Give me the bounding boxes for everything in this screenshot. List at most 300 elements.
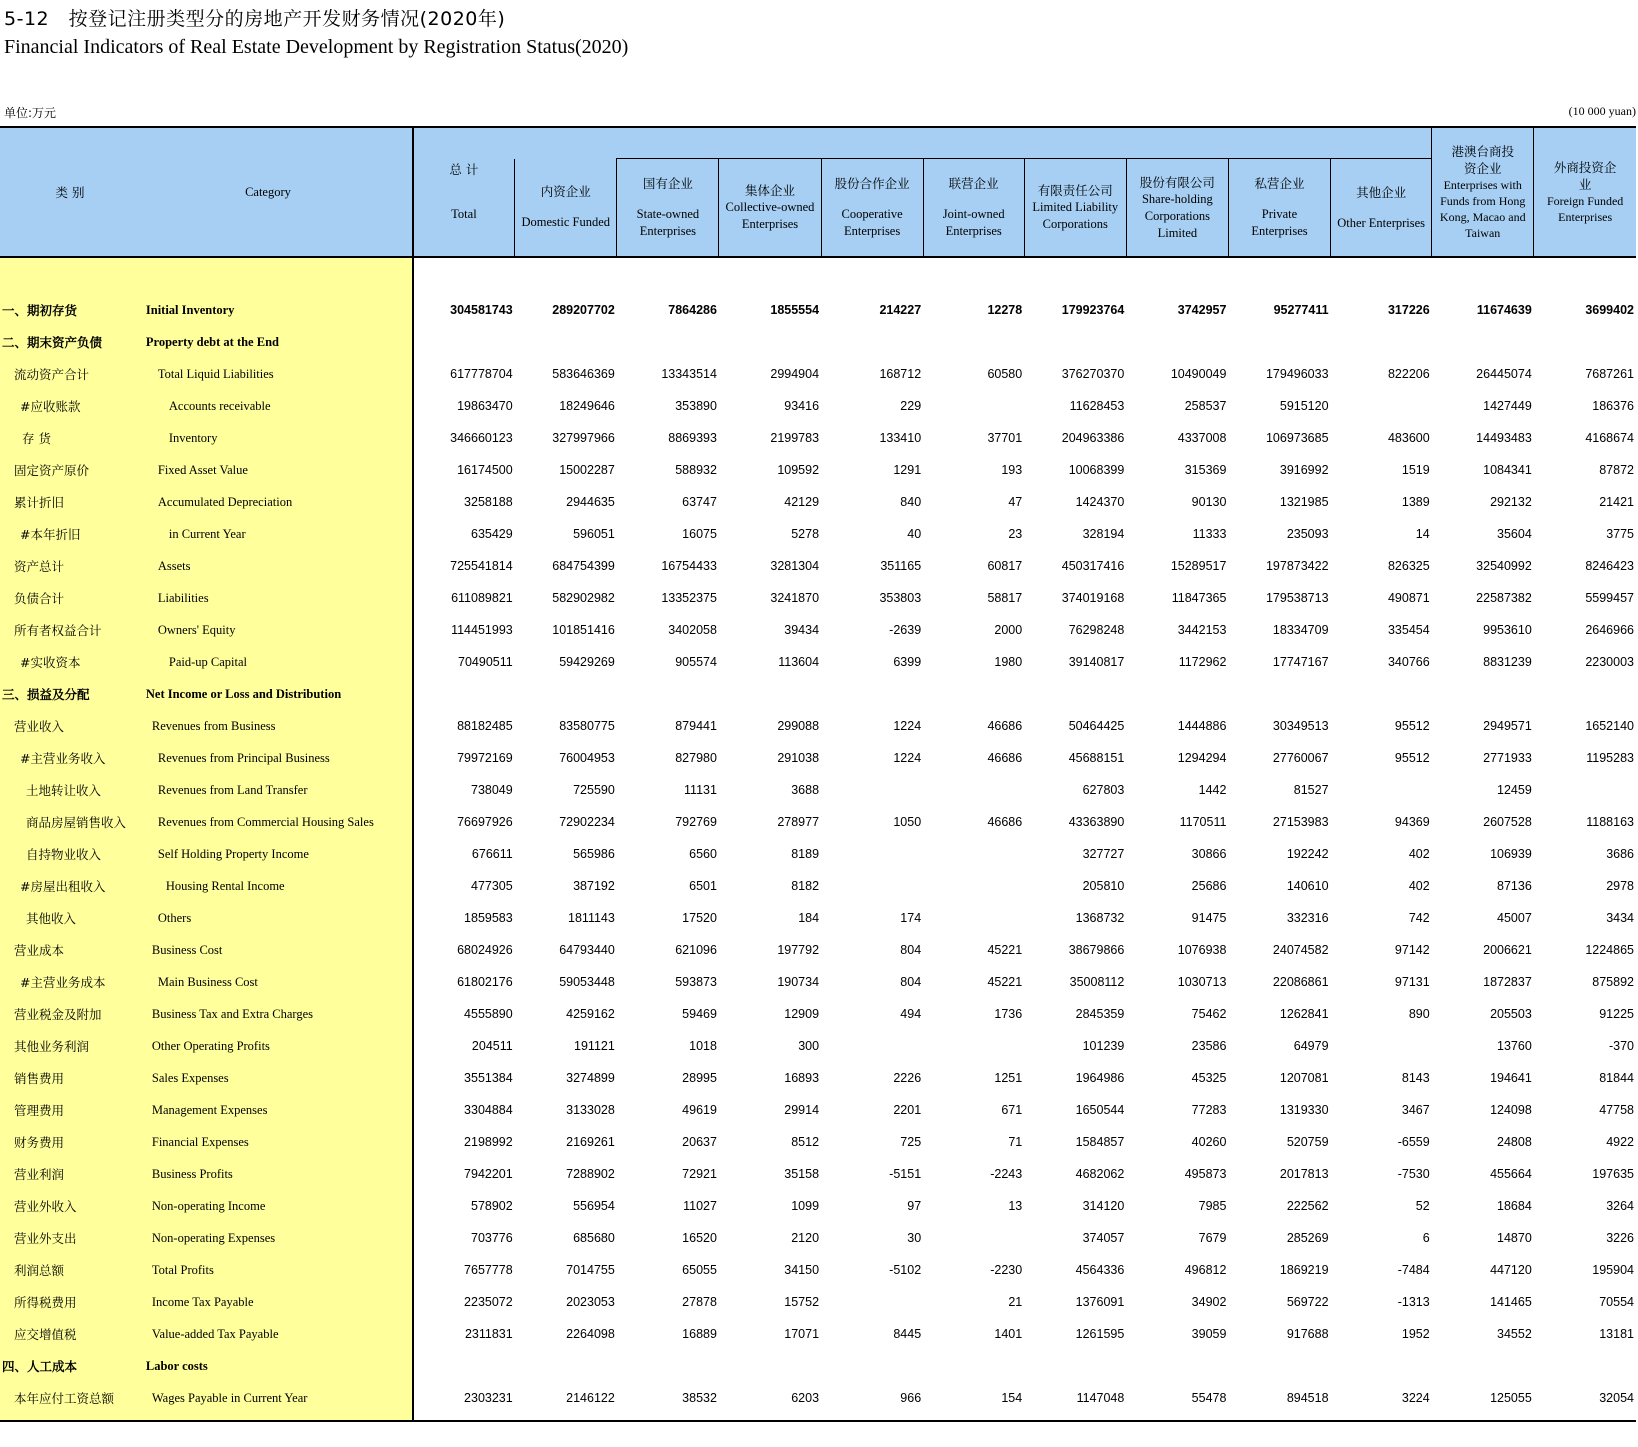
table-row xyxy=(0,1158,1636,1190)
table-cell-value: 30 xyxy=(907,1231,922,1245)
table-cell-value: 1291 xyxy=(893,463,922,477)
table-cell-value: 317226 xyxy=(1387,303,1430,317)
table-row xyxy=(0,486,1636,518)
table-cell-value: 39434 xyxy=(784,623,820,637)
table-cell-value: 2303231 xyxy=(413,1382,515,1414)
table-cell-value: 7014755 xyxy=(566,1263,615,1277)
end-cell xyxy=(0,1414,146,1421)
table-row xyxy=(0,1318,1636,1350)
table-cell-value: 4682062 xyxy=(1075,1167,1125,1181)
column-header-other xyxy=(1331,159,1432,257)
table-cell-value: 299088 xyxy=(777,719,820,733)
table-cell-value: 8831239 xyxy=(1483,655,1532,669)
row-label-cn: #本年折旧 xyxy=(0,518,146,550)
table-cell-value: 91225 xyxy=(1599,1007,1634,1021)
table-cell-value: 15002287 xyxy=(559,463,615,477)
table-row xyxy=(0,1062,1636,1094)
row-label-en: Others xyxy=(146,902,413,934)
table-row xyxy=(0,710,1636,742)
table-cell-value: 70490511 xyxy=(413,646,515,678)
table-cell-value: 7687261 xyxy=(1585,367,1634,381)
table-cell-value: 45007 xyxy=(1497,911,1532,925)
row-label-cn: 管理费用 xyxy=(0,1094,146,1126)
table-cell-value xyxy=(413,1350,515,1382)
table-row xyxy=(0,358,1636,390)
table-cell-value: 402 xyxy=(1408,847,1430,861)
row-label-en: Sales Expenses xyxy=(146,1062,413,1094)
column-header-cn: 股份合作企业 xyxy=(834,176,910,192)
row-label-cn: 营业外支出 xyxy=(0,1222,146,1254)
table-cell-value: 95512 xyxy=(1394,751,1430,765)
table-cell-value: 9953610 xyxy=(1483,623,1532,637)
table-cell-value: 15752 xyxy=(784,1295,820,1309)
table-cell-value: 59053448 xyxy=(559,975,615,989)
row-label-cn: 商品房屋销售收入 xyxy=(0,806,146,838)
table-cell-value: 578902 xyxy=(413,1190,515,1222)
table-cell-value: 1584857 xyxy=(1075,1135,1125,1149)
row-label-cn: 应交增值税 xyxy=(0,1318,146,1350)
table-cell-value: 6501 xyxy=(689,879,717,893)
table-cell-value xyxy=(1331,1350,1432,1382)
table-cell-value: 3686 xyxy=(1606,847,1634,861)
column-header-private xyxy=(1228,159,1330,257)
row-label-en: Liabilities xyxy=(146,582,413,614)
table-cell-value: 64979 xyxy=(1293,1039,1329,1053)
table-cell-value: 327997966 xyxy=(552,431,615,445)
table-cell-value: 45221 xyxy=(987,943,1023,957)
table-cell-value: 738049 xyxy=(413,774,515,806)
table-cell-value: 18249646 xyxy=(559,399,615,413)
table-cell-value: 8512 xyxy=(791,1135,820,1149)
table-cell-value: 611089821 xyxy=(413,582,515,614)
table-cell-value: 55478 xyxy=(1191,1391,1227,1405)
table-cell-value xyxy=(719,1350,821,1382)
table-cell-value: 1811143 xyxy=(568,911,615,925)
table-cell-value xyxy=(617,1350,719,1382)
table-cell-value: 3224 xyxy=(1401,1391,1430,1405)
table-cell-value xyxy=(1331,390,1432,422)
table-cell-value: 2771933 xyxy=(1483,751,1532,765)
table-row xyxy=(0,390,1636,422)
table-cell-value: 16075 xyxy=(682,527,717,541)
table-cell-value: 28995 xyxy=(682,1071,717,1085)
table-cell-value: 88182485 xyxy=(413,710,515,742)
table-cell-value xyxy=(923,838,1024,870)
table-cell-value: 1294294 xyxy=(1177,751,1227,765)
table-cell-value: 42129 xyxy=(784,495,820,509)
column-header-en: Limited Liability Corporations xyxy=(1032,200,1119,232)
table-cell-value: 2845359 xyxy=(1075,1007,1125,1021)
table-cell-value: 95277411 xyxy=(1273,303,1329,317)
table-cell-value: 179538713 xyxy=(1265,591,1329,605)
table-cell-value: 109592 xyxy=(777,463,820,477)
table-cell-value: 376270370 xyxy=(1061,367,1125,381)
row-label-cn: 一、期初存货 xyxy=(0,294,146,326)
row-label-en: Management Expenses xyxy=(146,1094,413,1126)
table-cell-value: 14 xyxy=(1415,527,1430,541)
table-cell-value: 39059 xyxy=(1191,1327,1227,1341)
table-cell-value: 22086861 xyxy=(1272,975,1329,989)
table-cell-value xyxy=(923,1350,1024,1382)
table-cell-value: 2230003 xyxy=(1585,655,1634,669)
row-label-cn: 利润总额 xyxy=(0,1254,146,1286)
table-cell-value: 10068399 xyxy=(1068,463,1125,477)
table-cell-value: 195904 xyxy=(1592,1263,1634,1277)
table-cell-value: 14870 xyxy=(1497,1231,1532,1245)
table-cell-value: 76004953 xyxy=(559,751,615,765)
table-cell-value: 46686 xyxy=(987,815,1023,829)
table-cell-value: 583646369 xyxy=(552,367,615,381)
table-cell-value: 29914 xyxy=(784,1103,820,1117)
table-cell-value: 1736 xyxy=(994,1007,1023,1021)
table-cell-value: 194641 xyxy=(1490,1071,1532,1085)
table-cell-value: 3241870 xyxy=(770,591,820,605)
table-cell-value: 32540992 xyxy=(1476,559,1532,573)
table-cell-value: 97 xyxy=(907,1199,922,1213)
table-cell-value: 59429269 xyxy=(559,655,615,669)
row-label-cn: #主营业务成本 xyxy=(0,966,146,998)
table-cell-value: 483600 xyxy=(1387,431,1430,445)
table-cell-value: 8182 xyxy=(791,879,820,893)
table-row xyxy=(0,294,1636,326)
table-cell-value: 40260 xyxy=(1191,1135,1227,1149)
table-cell-value: 11674639 xyxy=(1476,303,1532,317)
table-cell-value: 64793440 xyxy=(559,943,615,957)
row-label-en: Business Profits xyxy=(146,1158,413,1190)
column-header-cn: 联营企业 xyxy=(948,176,999,192)
table-cell-value: 3775 xyxy=(1606,527,1634,541)
table-cell-value: 214227 xyxy=(879,303,922,317)
column-header-cn: 港澳台商投资企业 xyxy=(1451,144,1514,176)
table-cell-value: 10490049 xyxy=(1170,367,1227,381)
table-cell-value: 3281304 xyxy=(770,559,820,573)
table-cell-value: 374057 xyxy=(1082,1231,1125,1245)
column-header-en: Joint-owned Enterprises xyxy=(942,207,1005,239)
table-cell-value: 7985 xyxy=(1198,1199,1227,1213)
column-header-foreign xyxy=(1534,127,1636,257)
row-label-cn: 营业外收入 xyxy=(0,1190,146,1222)
table-cell-value: -1313 xyxy=(1397,1295,1430,1309)
table-cell-value: 6 xyxy=(1422,1231,1430,1245)
table-cell-value: 1652140 xyxy=(1585,719,1634,733)
table-cell-value: 1368732 xyxy=(1075,911,1125,925)
row-label-en: Self Holding Property Income xyxy=(146,838,413,870)
table-cell-value: 353803 xyxy=(879,591,922,605)
table-cell-value xyxy=(719,326,821,358)
row-label-en: Financial Expenses xyxy=(146,1126,413,1158)
table-cell-value: 12459 xyxy=(1497,783,1532,797)
table-cell-value: 87872 xyxy=(1599,463,1634,477)
table-cell-value xyxy=(1126,326,1228,358)
table-cell-value: 822206 xyxy=(1387,367,1430,381)
table-cell-value xyxy=(1534,326,1636,358)
table-cell-value: 46686 xyxy=(987,751,1023,765)
column-header-en: Total xyxy=(451,207,477,221)
table-cell-value: 16889 xyxy=(682,1327,717,1341)
table-cell-value: 91475 xyxy=(1191,911,1227,925)
table-cell-value xyxy=(515,678,617,710)
table-cell-value: 106973685 xyxy=(1265,431,1329,445)
table-cell-value: 45688151 xyxy=(1068,751,1125,765)
table-cell-value: 621096 xyxy=(675,943,717,957)
table-cell-value: 556954 xyxy=(573,1199,615,1213)
table-cell-value: 725541814 xyxy=(413,550,515,582)
column-header-en: Enterprises with Funds from Hong Kong, Macao and Taiwan xyxy=(1439,178,1526,240)
table-cell-value: 2000 xyxy=(994,623,1023,637)
column-header-cn: 集体企业 xyxy=(744,183,795,199)
table-cell-value: 204963386 xyxy=(1061,431,1125,445)
table-cell-value: 21 xyxy=(1008,1295,1023,1309)
table-cell-value: 72902234 xyxy=(559,815,615,829)
table-cell-value: 124098 xyxy=(1490,1103,1532,1117)
table-cell-value: 43363890 xyxy=(1068,815,1125,829)
table-row xyxy=(0,518,1636,550)
table-row xyxy=(0,742,1636,774)
table-cell-value: 38679866 xyxy=(1068,943,1125,957)
row-label-cn: 二、期末资产负债 xyxy=(0,326,146,358)
table-cell-value: 3442153 xyxy=(1177,623,1227,637)
table-cell-value: 1262841 xyxy=(1279,1007,1329,1021)
table-cell-value: 40 xyxy=(907,527,922,541)
row-label-en: Accumulated Depreciation xyxy=(146,486,413,518)
table-cell-value: 72921 xyxy=(682,1167,717,1181)
row-label-cn: 营业收入 xyxy=(0,710,146,742)
row-label-en: Paid-up Capital xyxy=(146,646,413,678)
table-cell-value: 7679 xyxy=(1198,1231,1227,1245)
row-label-cn: #应收账款 xyxy=(0,390,146,422)
table-cell-value: 11847365 xyxy=(1171,591,1227,605)
table-cell-value: 879441 xyxy=(675,719,717,733)
table-cell-value: 39140817 xyxy=(1068,655,1125,669)
row-label-cn: 营业成本 xyxy=(0,934,146,966)
table-cell-value: 113604 xyxy=(778,655,820,669)
column-header-group-spacer xyxy=(515,127,1432,159)
row-label-en: Non-operating Expenses xyxy=(146,1222,413,1254)
table-cell-value: 3226 xyxy=(1606,1231,1634,1245)
table-cell-value: 3264 xyxy=(1606,1199,1634,1213)
table-cell-value: 328194 xyxy=(1082,527,1125,541)
table-cell-value: 106939 xyxy=(1490,847,1532,861)
table-cell-value: 1424370 xyxy=(1075,495,1125,509)
table-cell-value: 327727 xyxy=(1082,847,1125,861)
table-cell-value: 16174500 xyxy=(413,454,515,486)
table-cell-value: -5151 xyxy=(889,1167,922,1181)
table-cell-value: 1188163 xyxy=(1586,815,1634,829)
table-cell-value: 154 xyxy=(1001,1391,1023,1405)
row-label-cn: 存 货 xyxy=(0,422,146,454)
table-cell-value: 7942201 xyxy=(413,1158,515,1190)
table-cell-value: 50464425 xyxy=(1068,719,1125,733)
table-cell-value xyxy=(1432,678,1534,710)
table-cell-value: 16754433 xyxy=(661,559,717,573)
table-cell-value: 114451993 xyxy=(413,614,515,646)
table-cell-value xyxy=(413,678,515,710)
table-cell-value: 71 xyxy=(1008,1135,1023,1149)
row-label-en: Business Tax and Extra Charges xyxy=(146,998,413,1030)
table-cell-value: 58817 xyxy=(987,591,1023,605)
table-cell-value: 204511 xyxy=(413,1030,515,1062)
unit-label-cn: 单位:万元 xyxy=(4,106,57,120)
column-header-total xyxy=(413,127,515,257)
row-label-en: Housing Rental Income xyxy=(146,870,413,902)
table-cell-value: 1251 xyxy=(994,1071,1023,1085)
table-cell-value: 27760067 xyxy=(1272,751,1329,765)
table-cell-value: 197635 xyxy=(1592,1167,1634,1181)
column-header-en: Collective-owned Enterprises xyxy=(725,200,815,232)
table-cell-value: 1980 xyxy=(994,655,1023,669)
row-label-cn: 自持物业收入 xyxy=(0,838,146,870)
table-cell-value: 17747167 xyxy=(1272,655,1329,669)
table-cell-value: 447120 xyxy=(1490,1263,1532,1277)
column-header-cn: 内资企业 xyxy=(540,184,591,200)
table-cell-value: 21421 xyxy=(1599,495,1634,509)
table-cell-value: 60580 xyxy=(987,367,1023,381)
table-cell-value: 16893 xyxy=(784,1071,820,1085)
table-row xyxy=(0,550,1636,582)
table-cell-value xyxy=(923,870,1024,902)
table-cell-value: 24808 xyxy=(1497,1135,1532,1149)
table-row xyxy=(0,934,1636,966)
table-cell-value: 7657778 xyxy=(413,1254,515,1286)
row-label-cn: 所得税费用 xyxy=(0,1286,146,1318)
table-cell-value: 16520 xyxy=(682,1231,717,1245)
table-cell-value: 565986 xyxy=(573,847,615,861)
table-cell-value: 8246423 xyxy=(1585,559,1634,573)
table-cell-value: 477305 xyxy=(413,870,515,902)
table-cell-value: 2646966 xyxy=(1585,623,1634,637)
table-cell-value: 1195283 xyxy=(1586,751,1634,765)
column-header-cooperative xyxy=(821,159,923,257)
table-cell-value: 314120 xyxy=(1082,1199,1125,1213)
table-cell-value: 3467 xyxy=(1401,1103,1430,1117)
row-label-en: Fixed Asset Value xyxy=(146,454,413,486)
table-cell-value: -5102 xyxy=(889,1263,922,1277)
unit-label-en: (10 000 yuan) xyxy=(1568,104,1636,118)
table-cell-value: 79972169 xyxy=(413,742,515,774)
row-label-cn: #房屋出租收入 xyxy=(0,870,146,902)
table-cell-value: 197873422 xyxy=(1265,559,1329,573)
row-label-en: Initial Inventory xyxy=(146,294,413,326)
table-cell-value: 8445 xyxy=(893,1327,922,1341)
table-cell-value: 676611 xyxy=(413,838,515,870)
table-cell-value: 59469 xyxy=(682,1007,717,1021)
table-cell-value: 966 xyxy=(900,1391,922,1405)
table-cell-value xyxy=(821,838,923,870)
column-header-en: Cooperative Enterprises xyxy=(841,207,903,239)
table-cell-value: 3258188 xyxy=(413,486,515,518)
table-cell-value: 3133028 xyxy=(566,1103,615,1117)
row-label-en: Owners' Equity xyxy=(146,614,413,646)
table-cell-value: 8869393 xyxy=(668,431,717,445)
table-cell-value: 1952 xyxy=(1401,1327,1430,1341)
table-cell-value: 8189 xyxy=(791,847,820,861)
table-cell-value: 725590 xyxy=(573,783,615,797)
table-cell-value: 11027 xyxy=(683,1199,717,1213)
table-cell-value xyxy=(821,1286,923,1318)
table-cell-value xyxy=(923,902,1024,934)
table-cell-value: 2311831 xyxy=(413,1318,515,1350)
table-row xyxy=(0,1350,1636,1382)
table-cell-value: 81844 xyxy=(1599,1071,1634,1085)
table-cell-value: 588932 xyxy=(675,463,717,477)
table-cell-value: 1964986 xyxy=(1075,1071,1125,1085)
table-cell-value: 905574 xyxy=(675,655,717,669)
table-cell-value: 890 xyxy=(1408,1007,1430,1021)
table-cell-value: 520759 xyxy=(1286,1135,1329,1149)
column-header-en: Other Enterprises xyxy=(1337,215,1426,230)
table-cell-value: 60817 xyxy=(987,559,1023,573)
table-cell-value: 205503 xyxy=(1490,1007,1532,1021)
row-label-cn: 其他业务利润 xyxy=(0,1030,146,1062)
table-cell-value: 179496033 xyxy=(1265,367,1329,381)
table-cell-value: 193 xyxy=(1001,463,1023,477)
table-cell-value: 894518 xyxy=(1286,1391,1329,1405)
row-label-cn: 土地转让收入 xyxy=(0,774,146,806)
table-cell-value: 25686 xyxy=(1191,879,1227,893)
table-cell-value: 65055 xyxy=(682,1263,717,1277)
column-header-cn: 其他企业 xyxy=(1356,184,1407,200)
table-cell-value: 47 xyxy=(1008,495,1023,509)
row-label-en: Main Business Cost xyxy=(146,966,413,998)
table-cell-value: 2978 xyxy=(1606,879,1634,893)
table-cell-value: 6560 xyxy=(689,847,717,861)
table-cell-value: 1207081 xyxy=(1279,1071,1329,1085)
table-cell-value xyxy=(923,1030,1024,1062)
table-cell-value: 3916992 xyxy=(1279,463,1329,477)
row-label-en: Revenues from Commercial Housing Sales xyxy=(146,806,413,838)
table-cell-value: 1401 xyxy=(994,1327,1023,1341)
table-cell-value xyxy=(923,774,1024,806)
table-cell-value: 340766 xyxy=(1387,655,1430,669)
row-label-en: Other Operating Profits xyxy=(146,1030,413,1062)
table-cell-value: 30866 xyxy=(1191,847,1227,861)
table-cell-value: 1650544 xyxy=(1075,1103,1125,1117)
table-cell-value xyxy=(1534,1350,1636,1382)
table-cell-value: 11131 xyxy=(684,783,717,797)
table-cell-value: 346660123 xyxy=(413,422,515,454)
table-cell-value: 1018 xyxy=(689,1039,717,1053)
table-cell-value: 23586 xyxy=(1191,1039,1227,1053)
table-cell-value xyxy=(821,326,923,358)
table-cell-value: 13343514 xyxy=(661,367,717,381)
table-cell-value: 27878 xyxy=(682,1295,717,1309)
table-cell-value: 742 xyxy=(1408,911,1430,925)
table-cell-value xyxy=(617,678,719,710)
table-row xyxy=(0,678,1636,710)
table-cell-value: 4168674 xyxy=(1585,431,1634,445)
table-cell-value: 3402058 xyxy=(668,623,717,637)
table-cell-value: 627803 xyxy=(1082,783,1125,797)
table-cell-value: 315369 xyxy=(1184,463,1227,477)
row-label-en: Assets xyxy=(146,550,413,582)
table-cell-value: 11628453 xyxy=(1069,399,1125,413)
table-cell-value: 1224 xyxy=(893,719,922,733)
table-cell-value: 2949571 xyxy=(1483,719,1532,733)
table-cell-value: 1442 xyxy=(1198,783,1227,797)
table-cell-value: 353890 xyxy=(675,399,717,413)
column-header-en: Share-holding Corporations Limited xyxy=(1141,191,1213,240)
table-cell-value: 95512 xyxy=(1394,719,1430,733)
table-cell-value: 1319330 xyxy=(1279,1103,1329,1117)
table-cell-value: 97142 xyxy=(1394,943,1430,957)
table-cell-value xyxy=(821,1030,923,1062)
table-cell-value: 179923764 xyxy=(1061,303,1125,317)
table-cell-value: 7864286 xyxy=(668,303,717,317)
table-cell-value xyxy=(515,1350,617,1382)
table-row xyxy=(0,806,1636,838)
row-label-en: Total Liquid Liabilities xyxy=(146,358,413,390)
table-cell-value: 174 xyxy=(900,911,922,925)
